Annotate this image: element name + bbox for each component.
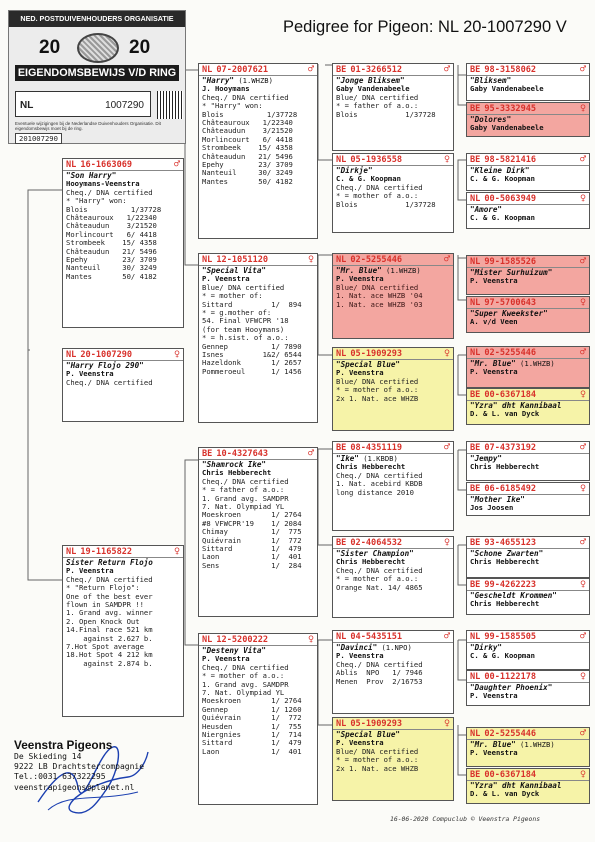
pigeon-title-note: (1.NPO) xyxy=(381,643,412,652)
pigeon-owner: P. Veenstra xyxy=(66,566,114,576)
pigeon-name: "Sister Champion" xyxy=(336,549,414,558)
card-header xyxy=(333,719,453,730)
country-code: BE xyxy=(470,155,481,165)
pigeon-name: "Amore" xyxy=(470,205,503,214)
pigeon-owner: J. Hooymans xyxy=(202,84,250,94)
pigeon-certification: Cheq./ DNA certified xyxy=(66,377,153,387)
card-header xyxy=(467,390,589,401)
pigeon-title-note: (1.WHZB) xyxy=(238,76,273,85)
card-header xyxy=(63,350,183,361)
ring-number: 12-5200222 xyxy=(216,635,269,645)
country-code: NL xyxy=(66,547,77,557)
pigeon-results: * "Harry" won: Blois 1/37728 Châteauroux 1/22340 Châteaudun 3/21520 Morlincourt 6/ 4418 Strombeek 15/ 4358 Châteaudun 21/ 5496 Epehy 23/ 3709 Nanteuil 30/ 3249 Mantes 50/ 4182 xyxy=(66,196,162,281)
pigeon-owner: P. Veenstra xyxy=(336,651,384,661)
pigeon-card-g1[interactable] xyxy=(466,63,590,101)
card-header xyxy=(199,65,317,76)
pigeon-name: "Jonge Bliksem" xyxy=(336,76,405,85)
male-symbol-icon: ♂ xyxy=(443,631,450,642)
card-header xyxy=(467,770,589,781)
pigeon-owner: Chris Hebberecht xyxy=(470,557,540,567)
pigeon-results: * = mother of a.o.: 2x 1. Nat. ace WHZB xyxy=(336,385,419,403)
pigeon-card-sd[interactable] xyxy=(198,253,318,423)
male-symbol-icon: ♂ xyxy=(579,442,586,453)
pigeon-owner: C. & G. Koopman xyxy=(470,174,535,184)
pigeon-card-g3[interactable] xyxy=(466,153,590,191)
pigeon-card-main[interactable] xyxy=(62,348,184,422)
card-header xyxy=(199,255,317,266)
ring-number: 00-6367184 xyxy=(484,770,537,780)
card-header xyxy=(467,632,589,643)
card-header xyxy=(333,255,453,266)
male-symbol-icon: ♂ xyxy=(579,728,586,739)
pigeon-name: "Special Blue" xyxy=(336,730,401,739)
female-symbol-icon: ♀ xyxy=(173,546,180,557)
country-code: NL xyxy=(336,155,347,165)
pigeon-owner: C. & G. Koopman xyxy=(470,213,535,223)
pigeon-title-note: (1.KBDB) xyxy=(363,454,398,463)
card-header xyxy=(333,349,453,360)
ring-card-org-name: NED. POSTDUIVENHOUDERS ORGANISATIE xyxy=(9,11,185,27)
pigeon-certification: Cheq./ DNA certified xyxy=(66,574,153,584)
ring-number: 12-1051120 xyxy=(216,255,269,265)
male-symbol-icon: ♂ xyxy=(307,64,314,75)
pigeon-name: "Harry" xyxy=(202,76,235,85)
pigeon-name: "Yzra" dht Kannibaal xyxy=(470,401,562,410)
pigeon-owner: A. v/d Veen xyxy=(470,317,518,327)
pigeon-results: Ablis NPO 1/ 7946 Menen Prov 2/16753 xyxy=(336,668,423,686)
pigeon-name: "Gescheldt Krommen" xyxy=(470,591,557,600)
pigeon-card-g15[interactable] xyxy=(466,727,590,767)
pigeon-card-dds[interactable] xyxy=(332,630,454,714)
female-symbol-icon: ♀ xyxy=(307,634,314,645)
pigeon-card-ddd[interactable] xyxy=(332,717,454,801)
pigeon-owner: Jos Joosen xyxy=(470,503,514,513)
npo-logo-icon xyxy=(77,33,119,63)
card-header xyxy=(467,104,589,115)
pigeon-card-dsd[interactable] xyxy=(332,536,454,618)
pigeon-results: * = mother of a.o.: 1. Grand avg. SAMDPR 7. Nat. Olympiad YL Moeskroen 1/ 2764 Gennep 1/ 1260 Quiévrain 1/ 772 Heusden 1/ 755 Niergnies 1/ 714 Sittard 1/ 479 Laon 1/ 401 xyxy=(202,671,302,756)
pigeon-card-ssd[interactable] xyxy=(332,153,454,233)
pigeon-results: * = mother of: Sittard 1/ 894 * = g.mother of: 54. Final VFWCPR '18 (for team Hooymans) * = h.sist. of a.o.: Gennep 1/ 7890 Isnes 1&2/ 6544 Hazeldonk 1/ 2657 Pommeroeul 1/ 1456 xyxy=(202,291,302,376)
pigeon-card-g8[interactable] xyxy=(466,388,590,425)
country-code: BE xyxy=(336,65,347,75)
pigeon-card-g5[interactable] xyxy=(466,255,590,295)
ring-number: 05-1936558 xyxy=(350,155,403,165)
ring-ownership-card xyxy=(8,10,186,144)
pigeon-results: * = mother of a.o.: Blois 1/37728 xyxy=(336,191,436,209)
pigeon-name: "Special Blue" xyxy=(336,360,401,369)
pigeon-owner: C. & G. Koopman xyxy=(336,174,401,184)
female-symbol-icon: ♀ xyxy=(579,103,586,114)
pigeon-name: "Harry Flojo 290" xyxy=(66,361,144,370)
card-header xyxy=(467,538,589,549)
country-code: NL xyxy=(202,635,213,645)
female-symbol-icon: ♀ xyxy=(579,769,586,780)
pigeon-owner: C. & G. Koopman xyxy=(470,651,535,661)
pigeon-certification: Cheq./ DNA certified xyxy=(336,659,423,669)
pigeon-name: "Shamrock Ike" xyxy=(202,460,267,469)
ring-number: 98-5821416 xyxy=(484,155,537,165)
breeder-email: veenstrapigeons@planet.nl xyxy=(14,782,135,792)
ring-number: 00-1122178 xyxy=(484,672,537,682)
ring-card-small-print: Eventuele wijzigingen bij de Nederlandse Duivenhouders Organisatie. Dit eigendomsbewijs moet bij de ring. xyxy=(15,121,161,131)
ring-number: 10-4327643 xyxy=(216,449,269,459)
breeder-name: Veenstra Pigeons xyxy=(14,738,113,752)
female-symbol-icon: ♀ xyxy=(579,483,586,494)
pigeon-card-g16[interactable] xyxy=(466,768,590,804)
ring-card-country: NL xyxy=(20,100,34,111)
male-symbol-icon: ♂ xyxy=(579,347,586,358)
pigeon-certification: Cheq./ DNA certified xyxy=(66,187,153,197)
ring-card-year-right: 20 xyxy=(129,37,151,58)
pigeon-card-ss[interactable] xyxy=(198,63,318,239)
pigeon-title-note: (1.WHZB) xyxy=(386,266,421,275)
country-code: NL xyxy=(470,298,481,308)
ring-number: 97-5700643 xyxy=(484,298,537,308)
pigeon-certification: Cheq./ DNA certified xyxy=(202,92,289,102)
pigeon-owner: Gaby Vandenabeele xyxy=(336,84,410,94)
country-code: BE xyxy=(470,104,481,114)
pigeon-results: * "Return Flojo": One of the best ever flown in SAMDPR !! 1. Grand avg. winner 2. Open Knock Out 14.Final race 521 km against 2.627 b. 7.Hot Spot average 18.Hot Spot 4 212 km against 2.874 b. xyxy=(66,583,153,668)
pigeon-results: * "Harry" won: Blois 1/37728 Châteauroux 1/22340 Châteaudun 3/21520 Morlincourt 6/ 4418 Strombeek 15/ 4358 Châteaudun 21/ 5496 Epehy 23/ 3709 Nanteuil 30/ 3249 Mantes 50/ 4182 xyxy=(202,101,298,186)
pigeon-certification: Cheq./ DNA certified xyxy=(336,182,423,192)
pigeon-certification: Blue/ DNA certified xyxy=(336,282,419,292)
card-header xyxy=(333,155,453,166)
ring-card-year-left: 20 xyxy=(39,37,61,58)
country-code: BE xyxy=(470,538,481,548)
ring-number: 07-2007621 xyxy=(216,65,269,75)
card-header xyxy=(467,298,589,309)
pigeon-owner: P. Veenstra xyxy=(336,368,384,378)
pigeon-card-ds[interactable] xyxy=(198,447,318,617)
pigeon-results: 1. Nat. ace WHZB '04 1. Nat. ace WHZB '03 xyxy=(336,291,423,309)
breeder-block xyxy=(14,738,184,793)
pigeon-card-sss[interactable] xyxy=(332,63,454,151)
ring-number: 93-4655123 xyxy=(484,538,537,548)
country-code: NL xyxy=(202,65,213,75)
card-header xyxy=(467,155,589,166)
footer-date: 16-06-2020 xyxy=(390,815,429,823)
pigeon-owner: P. Veenstra xyxy=(336,738,384,748)
pigeon-certification: Cheq./ DNA certified xyxy=(336,470,423,480)
ring-number: 20-1007290 xyxy=(80,350,133,360)
pigeon-name: "Mr. Blue" xyxy=(470,740,516,749)
female-symbol-icon: ♀ xyxy=(579,193,586,204)
country-code: NL xyxy=(470,632,481,642)
pigeon-card-g6[interactable] xyxy=(466,296,590,333)
pigeon-name: "Mr. Blue" xyxy=(336,266,382,275)
ring-number: 99-4262223 xyxy=(484,580,537,590)
ring-number: 99-1585526 xyxy=(484,257,537,267)
ring-number: 02-5255446 xyxy=(350,255,403,265)
card-header xyxy=(467,257,589,268)
pigeon-owner: Hooymans-Veenstra xyxy=(66,179,140,189)
pigeon-certification: Blue/ DNA certified xyxy=(336,746,419,756)
pigeon-name: "Super Kweekster" xyxy=(470,309,548,318)
pigeon-owner: P. Veenstra xyxy=(66,369,114,379)
pigeon-name: "Special Vita" xyxy=(202,266,267,275)
pigeon-name: "Yzra" dht Kannibaal xyxy=(470,781,562,790)
breeder-phone: Tel.:0031 637322295 xyxy=(14,772,106,782)
pigeon-name: "Desteny Vita" xyxy=(202,646,267,655)
ring-number: 95-3332945 xyxy=(484,104,537,114)
pigeon-name: "Ike" xyxy=(336,454,359,463)
female-symbol-icon: ♀ xyxy=(307,254,314,265)
pigeon-owner: Gaby Vandenabeele xyxy=(470,84,544,94)
ring-number: 01-3266512 xyxy=(350,65,403,75)
ring-number: 08-4351119 xyxy=(350,443,403,453)
pigeon-owner: P. Veenstra xyxy=(470,367,518,377)
country-code: BE xyxy=(470,443,481,453)
pigeon-owner: Gaby Vandenabeele xyxy=(470,123,544,133)
ring-number: 02-4064532 xyxy=(350,538,403,548)
pigeon-results: * = father of a.o.: 1. Grand avg. SAMDPR 7. Nat. Olympiad YL Moeskroen 1/ 2764 #8 VFWCPR'19 1/ 2084 Chimay 1/ 775 Quiévrain 1/ 772 Sittard 1/ 479 Laon 1/ 401 Sens 1/ 284 xyxy=(202,485,302,570)
ring-number: 98-3158062 xyxy=(484,65,537,75)
male-symbol-icon: ♂ xyxy=(173,159,180,170)
pigeon-name: "Kleine Dirk" xyxy=(470,166,530,175)
male-symbol-icon: ♂ xyxy=(443,64,450,75)
ring-number: 02-5255446 xyxy=(484,348,537,358)
ring-card-id xyxy=(15,91,151,117)
pigeon-name: "Mother Ike" xyxy=(470,495,525,504)
country-code: BE xyxy=(470,770,481,780)
pigeon-owner: P. Veenstra xyxy=(202,274,250,284)
pigeon-name: "Daughter Phoenix" xyxy=(470,683,553,692)
country-code: NL xyxy=(202,255,213,265)
card-header xyxy=(333,65,453,76)
pigeon-name: "Dirky" xyxy=(470,643,503,652)
male-symbol-icon: ♂ xyxy=(443,442,450,453)
pigeon-name: "Davinci" xyxy=(336,643,378,652)
pigeon-certification: Cheq./ DNA certified xyxy=(202,476,289,486)
pigeon-results: * = mother of a.o.: 2x 1. Nat. ace WHZB xyxy=(336,755,419,773)
pigeon-owner: P. Veenstra xyxy=(202,654,250,664)
country-code: NL xyxy=(336,255,347,265)
male-symbol-icon: ♂ xyxy=(307,448,314,459)
pigeon-card-g13[interactable] xyxy=(466,630,590,670)
pigeon-results: * = father of a.o.: Blois 1/37728 xyxy=(336,101,436,119)
card-header xyxy=(333,443,453,454)
card-header xyxy=(63,547,183,558)
pigeon-title-note: (1.WHZB) xyxy=(520,740,555,749)
pigeon-owner: Chris Hebberecht xyxy=(336,557,406,567)
ring-number: 07-4373192 xyxy=(484,443,537,453)
country-code: NL xyxy=(336,349,347,359)
pigeon-name: "Dirkje" xyxy=(336,166,373,175)
pigeon-name: "Son Harry" xyxy=(66,171,117,180)
card-header xyxy=(333,538,453,549)
card-header xyxy=(467,580,589,591)
pigeon-card-sire[interactable] xyxy=(62,158,184,328)
pigeon-card-sdd[interactable] xyxy=(332,347,454,431)
female-symbol-icon: ♀ xyxy=(443,348,450,359)
male-symbol-icon: ♂ xyxy=(579,64,586,75)
pigeon-card-g4[interactable] xyxy=(466,192,590,229)
female-symbol-icon: ♀ xyxy=(579,389,586,400)
country-code: BE xyxy=(336,443,347,453)
pigeon-card-g2[interactable] xyxy=(466,102,590,137)
ring-number: 16-1663069 xyxy=(80,160,133,170)
pigeon-name: Sister Return Flojo xyxy=(66,558,153,567)
country-code: BE xyxy=(202,449,213,459)
footer-credit: Compuclub © Veenstra Pigeons xyxy=(432,815,541,823)
pigeon-owner: D. & L. van Dyck xyxy=(470,409,540,419)
country-code: NL xyxy=(66,160,77,170)
page-footer xyxy=(390,815,540,823)
pigeon-owner: P. Veenstra xyxy=(470,276,518,286)
pigeon-card-sds[interactable] xyxy=(332,253,454,339)
country-code: NL xyxy=(336,632,347,642)
pigeon-certification: Blue/ DNA certified xyxy=(336,92,419,102)
country-code: NL xyxy=(470,672,481,682)
card-header xyxy=(467,484,589,495)
male-symbol-icon: ♂ xyxy=(443,254,450,265)
pigeon-card-dd[interactable] xyxy=(198,633,318,805)
male-symbol-icon: ♂ xyxy=(579,256,586,267)
ring-number: 05-1909293 xyxy=(350,719,403,729)
pigeon-card-dam[interactable] xyxy=(62,545,184,717)
breeder-address-line1: De Skieding 14 xyxy=(14,752,82,761)
female-symbol-icon: ♀ xyxy=(579,671,586,682)
country-code: NL xyxy=(470,194,481,204)
country-code: NL xyxy=(66,350,77,360)
breeder-address-line2: 9222 LB Drachtstercompagnie xyxy=(14,762,145,772)
pigeon-results: * = mother of a.o.: Orange Nat. 14/ 4865 xyxy=(336,574,423,592)
pigeon-card-g10[interactable] xyxy=(466,482,590,516)
pigeon-card-dss[interactable] xyxy=(332,441,454,531)
country-code: NL xyxy=(470,729,481,739)
female-symbol-icon: ♀ xyxy=(579,579,586,590)
page-title: Pedigree for Pigeon: NL 20-1007290 V xyxy=(283,18,567,36)
country-code: BE xyxy=(470,65,481,75)
card-header xyxy=(199,449,317,460)
country-code: BE xyxy=(470,580,481,590)
card-header xyxy=(467,348,589,359)
card-header xyxy=(467,443,589,454)
pigeon-name: "Dolores" xyxy=(470,115,512,124)
pigeon-owner: P. Veenstra xyxy=(336,274,384,284)
female-symbol-icon: ♀ xyxy=(579,297,586,308)
pigeon-owner: P. Veenstra xyxy=(470,691,518,701)
male-symbol-icon: ♂ xyxy=(579,537,586,548)
pigeon-card-g12[interactable] xyxy=(466,578,590,615)
card-header xyxy=(199,635,317,646)
pigeon-card-g7[interactable] xyxy=(466,346,590,388)
female-symbol-icon: ♀ xyxy=(443,718,450,729)
pigeon-certification: Blue/ DNA certified xyxy=(202,282,285,292)
ring-number: 06-6185492 xyxy=(484,484,537,494)
ring-card-band: EIGENDOMSBEWIJS V/D RING xyxy=(15,65,179,81)
card-header xyxy=(467,729,589,740)
male-symbol-icon: ♂ xyxy=(579,154,586,165)
card-header xyxy=(467,65,589,76)
pigeon-name: "Mister Surhuizum" xyxy=(470,268,553,277)
ring-number: 99-1585505 xyxy=(484,632,537,642)
pigeon-card-g11[interactable] xyxy=(466,536,590,578)
pigeon-certification: Cheq./ DNA certified xyxy=(202,662,289,672)
pigeon-owner: D. & L. van Dyck xyxy=(470,789,540,799)
card-header xyxy=(63,160,183,171)
pigeon-card-g14[interactable] xyxy=(466,670,590,706)
pigeon-card-g9[interactable] xyxy=(466,441,590,481)
country-code: BE xyxy=(336,538,347,548)
male-symbol-icon: ♂ xyxy=(579,631,586,642)
ring-number: 02-5255446 xyxy=(484,729,537,739)
pigeon-name: "Bliksem" xyxy=(470,76,512,85)
pigeon-owner: Chris Hebberecht xyxy=(336,462,406,472)
pigeon-results: 1. Nat. acebird KBDB long distance 2010 xyxy=(336,479,423,497)
country-code: BE xyxy=(470,484,481,494)
country-code: NL xyxy=(336,719,347,729)
pigeon-title-note: (1.WHZB) xyxy=(520,359,555,368)
country-code: NL xyxy=(470,257,481,267)
country-code: BE xyxy=(470,390,481,400)
pigeon-owner: Chris Hebberecht xyxy=(202,468,272,478)
pigeon-owner: Chris Hebberecht xyxy=(470,462,540,472)
ring-card-serial: 201007290 xyxy=(15,133,62,144)
card-header xyxy=(467,194,589,205)
pigeon-name: "Mr. Blue" xyxy=(470,359,516,368)
ring-number: 00-5063949 xyxy=(484,194,537,204)
female-symbol-icon: ♀ xyxy=(443,154,450,165)
ring-number: 05-1909293 xyxy=(350,349,403,359)
pigeon-name: "Schone Zwarten" xyxy=(470,549,544,558)
ring-number: 19-1165822 xyxy=(80,547,133,557)
pigeon-owner: Chris Hebberecht xyxy=(470,599,540,609)
pigeon-certification: Blue/ DNA certified xyxy=(336,376,419,386)
card-header xyxy=(467,672,589,683)
card-header xyxy=(333,632,453,643)
country-code: NL xyxy=(470,348,481,358)
female-symbol-icon: ♀ xyxy=(173,349,180,360)
pigeon-owner: P. Veenstra xyxy=(470,748,518,758)
ring-number: 04-5435151 xyxy=(350,632,403,642)
barcode-icon xyxy=(157,91,183,119)
ring-number: 00-6367184 xyxy=(484,390,537,400)
ring-card-number: 1007290 xyxy=(105,100,144,111)
pigeon-name: "Jempy" xyxy=(470,454,503,463)
pigeon-certification: Cheq./ DNA certified xyxy=(336,565,423,575)
female-symbol-icon: ♀ xyxy=(443,537,450,548)
